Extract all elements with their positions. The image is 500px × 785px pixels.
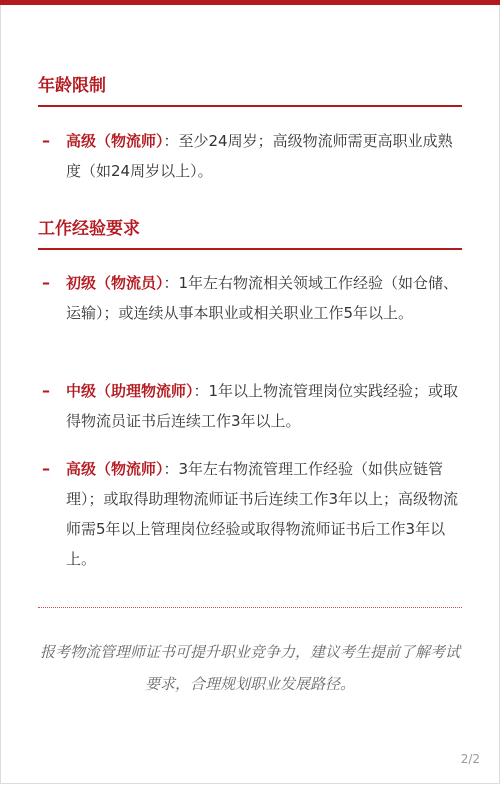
section-title-age-limit: 年龄限制	[38, 76, 106, 96]
section-divider	[38, 105, 462, 107]
dash-bullet-icon: –	[42, 381, 50, 400]
page-indicator: 2/2	[460, 752, 480, 766]
dash-bullet-icon: –	[42, 131, 50, 150]
level-label: 中级（助理物流师）	[66, 382, 194, 400]
dotted-divider	[38, 607, 462, 608]
item-text: ：1年左右物流相关领域工作经验（如仓储、运输）；或连续从事本职业或相关职业工作5年以上。	[66, 274, 459, 322]
dash-bullet-icon: –	[42, 459, 50, 478]
list-item	[42, 126, 462, 186]
item-text: ：1年以上物流管理岗位实践经验；或取得物流员证书后连续工作3年以上。	[66, 382, 459, 430]
closing-note: 报考物流管理师证书可提升职业竞争力，建议考生提前了解考试要求，合理规划职业发展路径。	[39, 643, 460, 693]
item-text: ：3年左右物流管理工作经验（如供应链管理）；或取得助理物流师证书后连续工作3年以上；高级物流师需5年以上管理岗位经验或取得物流师证书后工作3年以上。	[66, 460, 459, 568]
section-divider	[38, 248, 462, 250]
list-item	[42, 268, 462, 328]
dash-bullet-icon: –	[42, 273, 50, 292]
list-item	[42, 376, 462, 436]
list-item	[42, 454, 462, 574]
level-label: 高级（物流师）	[66, 460, 164, 478]
level-label: 高级（物流师）	[66, 132, 164, 150]
section-title-work-experience: 工作经验要求	[38, 219, 140, 239]
item-text: ：至少24周岁；高级物流师需更高职业成熟度（如24周岁以上）。	[66, 132, 453, 180]
level-label: 初级（物流员）	[66, 274, 164, 292]
